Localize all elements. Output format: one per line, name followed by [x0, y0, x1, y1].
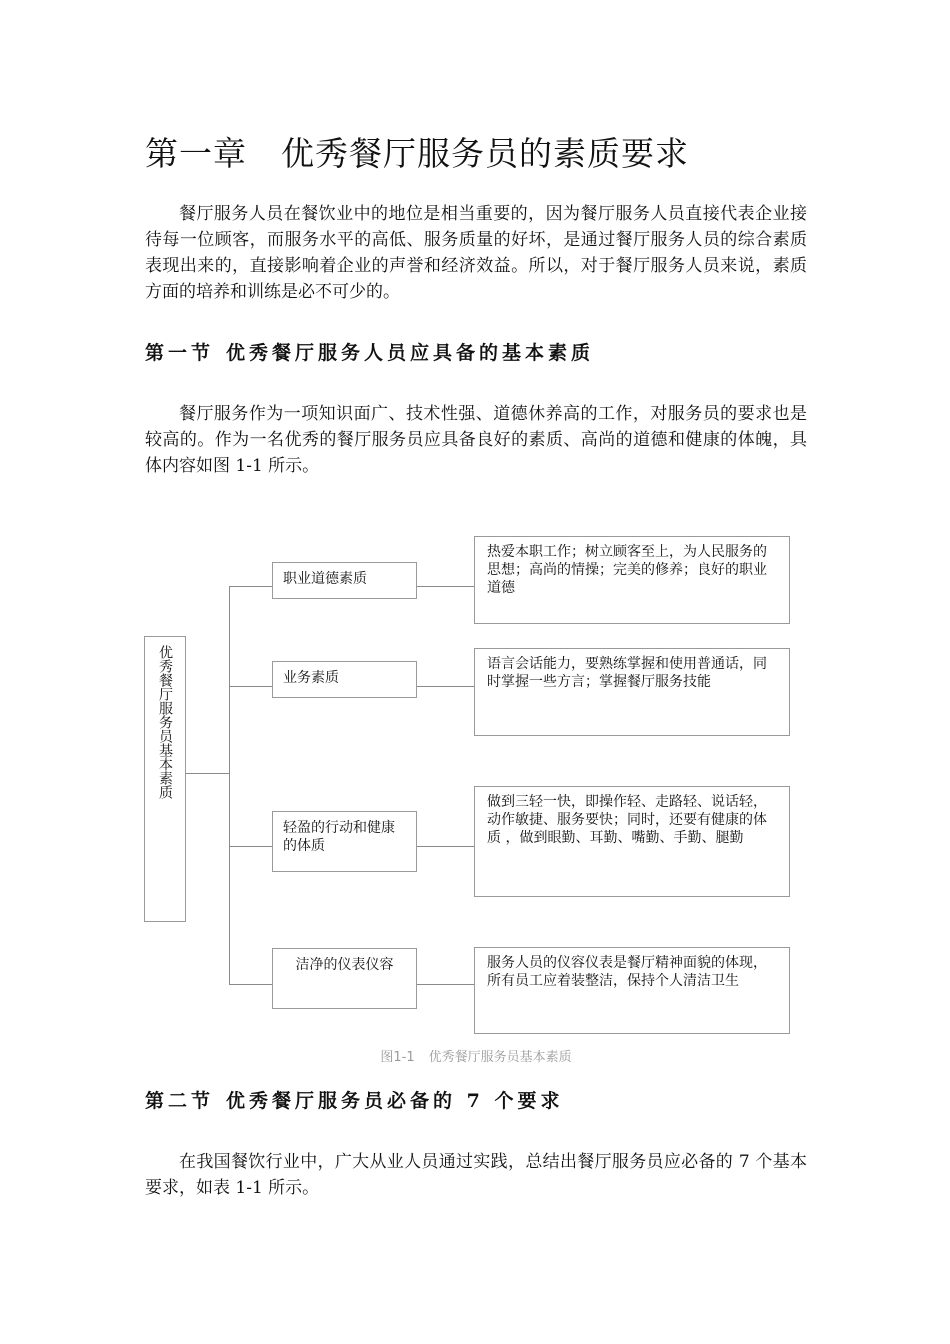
section1-heading [145, 338, 594, 365]
detail-text-4: 服务人员的仪容仪表是餐厅精神面貌的体现，所有员工应着装整洁，保持个人清洁卫生 [487, 955, 767, 989]
branch-label-2: 业务素质 [283, 670, 339, 686]
detail-box-1 [474, 536, 790, 624]
section2-label: 第二节 [145, 1090, 215, 1112]
connector-detail-4 [416, 984, 474, 985]
section2-title: 优秀餐厅服务员必备的 7 个要求 [226, 1090, 564, 1112]
branch-label-3: 轻盈的行动和健康的体质 [283, 820, 395, 854]
connector-branch-1 [229, 586, 273, 587]
section1-label: 第一节 [145, 342, 215, 364]
caption-title: 优秀餐厅服务员基本素质 [428, 1050, 572, 1065]
chapter-title-text: 优秀餐厅服务员的素质要求 [281, 134, 689, 173]
branch-box-2 [272, 661, 417, 698]
branch-box-3 [272, 811, 417, 872]
chapter-label: 第一章 [145, 134, 247, 173]
section1-paragraph: 餐厅服务作为一项知识面广、技术性强、道德休养高的工作，对服务员的要求也是较高的。作为一名优秀的餐厅服务员应具备良好的素质、高尚的道德和健康的体魄，具体内容如图 1-1 所示。 [145, 404, 807, 476]
connector-detail-1 [416, 586, 474, 587]
detail-box-2 [474, 648, 790, 736]
connector-trunk [229, 586, 230, 984]
section1-title: 优秀餐厅服务人员应具备的基本素质 [226, 342, 595, 364]
connector-branch-2 [229, 686, 273, 687]
connector-detail-2 [416, 686, 474, 687]
detail-text-3: 做到三轻一快，即操作轻、走路轻、说话轻，动作敏捷、服务要快；同时，还要有健康的体质 ，做到眼勤、耳勤、嘴勤、手勤、腿勤 [487, 794, 767, 846]
caption-label: 图1-1 [380, 1050, 415, 1065]
detail-text-1: 热爱本职工作；树立顾客至上，为人民服务的思想；高尚的情操；完美的修养；良好的职业道德 [487, 544, 767, 596]
branch-box-4 [272, 948, 417, 1009]
diagram-root-label: 优秀餐厅服务员基本素质 [157, 645, 173, 799]
branch-label-4: 洁净的仪表仪容 [295, 957, 394, 973]
section2-heading [145, 1086, 563, 1113]
chapter-title [145, 128, 689, 175]
connector-root [186, 773, 230, 774]
connector-branch-4 [229, 984, 273, 985]
branch-box-1 [272, 562, 417, 599]
section2-paragraph: 在我国餐饮行业中，广大从业人员通过实践，总结出餐厅服务员应必备的 7 个基本要求，如表 1-1 所示。 [145, 1152, 807, 1198]
figure-caption [145, 1046, 807, 1065]
branch-label-1: 职业道德素质 [283, 571, 367, 587]
connector-detail-3 [416, 846, 474, 847]
detail-box-3 [474, 786, 790, 897]
detail-box-4 [474, 947, 790, 1034]
diagram-root-box [144, 636, 186, 922]
detail-text-2: 语言会话能力，要熟练掌握和使用普通话，同时掌握一些方言；掌握餐厅服务技能 [487, 656, 767, 690]
intro-paragraph: 餐厅服务人员在餐饮业中的地位是相当重要的，因为餐厅服务人员直接代表企业接待每一位顾客，而服务水平的高低、服务质量的好坏，是通过餐厅服务人员的综合素质表现出来的，直接影响着企业的声誉和经济效益。所以，对于餐厅服务人员来说，素质方面的培养和训练是必不可少的。 [145, 204, 807, 302]
connector-branch-3 [229, 846, 273, 847]
